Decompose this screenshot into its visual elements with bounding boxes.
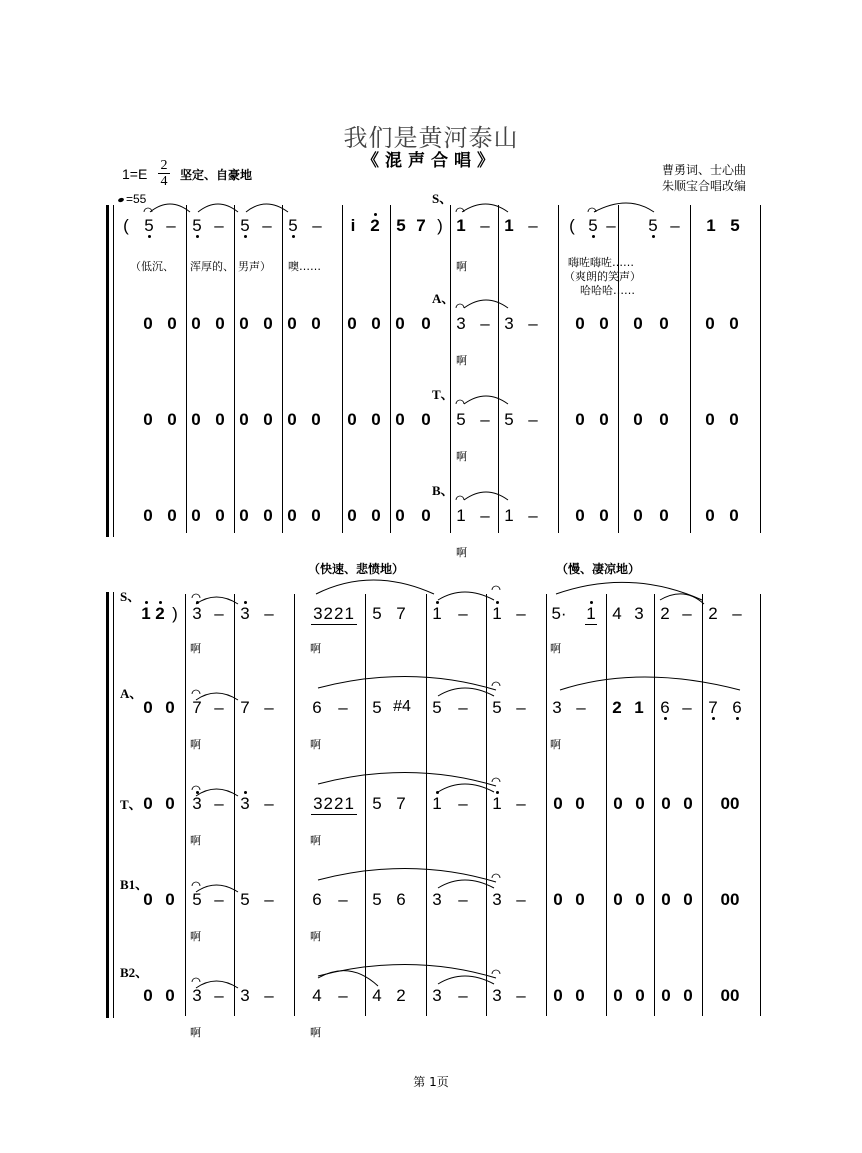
note: 4 bbox=[312, 986, 322, 1005]
note: 1 bbox=[456, 506, 466, 525]
dash: – bbox=[264, 890, 274, 909]
rest: 0 bbox=[191, 506, 201, 525]
rest: 0 bbox=[659, 410, 669, 429]
note: 5 bbox=[240, 890, 250, 909]
note: 7 bbox=[396, 604, 406, 623]
rest: 0 bbox=[239, 410, 249, 429]
note: 5 bbox=[372, 698, 382, 717]
rest: 0 bbox=[633, 314, 643, 333]
note: 2 bbox=[708, 604, 718, 623]
rest: 0 bbox=[659, 314, 669, 333]
rest: 0 bbox=[311, 410, 321, 429]
dash: – bbox=[264, 698, 274, 717]
note: 1 bbox=[430, 794, 444, 814]
dash: – bbox=[528, 410, 538, 429]
rest: 0 bbox=[263, 314, 273, 333]
rest: 0 bbox=[143, 890, 153, 909]
dash: – bbox=[312, 216, 322, 235]
note: 5 bbox=[190, 216, 204, 236]
note: 7 bbox=[396, 794, 406, 813]
rest: 0 bbox=[575, 890, 585, 909]
dash: – bbox=[528, 506, 538, 525]
dash: – bbox=[682, 604, 692, 623]
dash: – bbox=[214, 986, 224, 1005]
note: 5 bbox=[492, 698, 502, 717]
rest: 0 bbox=[371, 314, 381, 333]
page-number: 第 1页 bbox=[413, 1075, 449, 1089]
note: 7 bbox=[192, 698, 202, 717]
rest: 0 bbox=[167, 314, 177, 333]
note: 5 bbox=[372, 604, 382, 623]
rest: 0 bbox=[661, 890, 671, 909]
rest: 0 bbox=[599, 506, 609, 525]
rest: 0 bbox=[239, 506, 249, 525]
lyric: 啊 bbox=[190, 1026, 201, 1039]
dash: – bbox=[682, 698, 692, 717]
rest: 0 bbox=[263, 506, 273, 525]
rest: 0 bbox=[705, 314, 715, 333]
note: 7 bbox=[706, 698, 720, 718]
expression-mark: （慢、凄凉地） bbox=[556, 562, 641, 576]
rest: 0 bbox=[553, 890, 563, 909]
song-title: 我们是黄河泰山 bbox=[343, 124, 519, 152]
dash: – bbox=[214, 794, 224, 813]
rest: 0 bbox=[371, 506, 381, 525]
rest: 0 bbox=[287, 506, 297, 525]
lyric: 啊 bbox=[310, 930, 321, 943]
note: 5 bbox=[372, 794, 382, 813]
expression-mark: 坚定、自豪地 bbox=[180, 168, 253, 182]
rest: 0 bbox=[705, 410, 715, 429]
note: 2 bbox=[368, 216, 382, 236]
rest: 0 bbox=[613, 890, 623, 909]
rest: 0 bbox=[635, 986, 645, 1005]
lyric: 啊 bbox=[190, 930, 201, 943]
lyric: 男声） bbox=[238, 260, 271, 273]
rest: 0 bbox=[287, 410, 297, 429]
credit-arranger: 朱顺宝合唱改编 bbox=[662, 179, 747, 193]
dash: – bbox=[480, 410, 490, 429]
note: 1 bbox=[490, 794, 504, 814]
rest: 0 bbox=[553, 986, 563, 1005]
lyric: 啊 bbox=[190, 834, 201, 847]
dash: – bbox=[528, 314, 538, 333]
rest: 0 bbox=[165, 698, 175, 717]
close-paren: ) bbox=[172, 604, 178, 623]
rest: 0 bbox=[191, 410, 201, 429]
dash: – bbox=[480, 506, 490, 525]
note: 6 bbox=[658, 698, 672, 718]
lyric: 啊 bbox=[456, 546, 467, 559]
lyric: 啊 bbox=[190, 642, 201, 655]
rest: 00 bbox=[720, 986, 740, 1005]
dash: – bbox=[516, 986, 526, 1005]
rest: 0 bbox=[215, 506, 225, 525]
note: 7 bbox=[240, 698, 250, 717]
rest: 0 bbox=[311, 314, 321, 333]
rest: 0 bbox=[599, 314, 609, 333]
lyric: （爽朗的笑声） bbox=[564, 270, 641, 283]
voice-label-soprano: S、 bbox=[120, 589, 141, 604]
note: 5· bbox=[551, 604, 567, 623]
open-paren: ( bbox=[123, 216, 129, 235]
note: 6 bbox=[312, 890, 322, 909]
rest: 0 bbox=[287, 314, 297, 333]
note: 1 bbox=[584, 604, 598, 624]
dash: – bbox=[528, 216, 538, 235]
note-sharp: #4 bbox=[393, 698, 411, 715]
dash: – bbox=[732, 604, 742, 623]
note: 3 bbox=[238, 794, 252, 814]
rest: 0 bbox=[167, 506, 177, 525]
note: 5 bbox=[372, 890, 382, 909]
rest: 0 bbox=[575, 410, 585, 429]
rest: 0 bbox=[395, 314, 405, 333]
note: 3 bbox=[432, 890, 442, 909]
rest: 0 bbox=[143, 410, 153, 429]
rest: 0 bbox=[143, 986, 153, 1005]
voice-label-bass2: B2、 bbox=[120, 965, 149, 980]
lyric: 啊 bbox=[456, 260, 467, 273]
note: 7 bbox=[416, 216, 426, 235]
note: 3 bbox=[238, 604, 252, 624]
note: 5 bbox=[238, 216, 252, 236]
lyric: 啊 bbox=[190, 738, 201, 751]
rest: 0 bbox=[239, 314, 249, 333]
rest: 0 bbox=[395, 410, 405, 429]
note: 5 bbox=[286, 216, 300, 236]
rest: 0 bbox=[575, 506, 585, 525]
lyric: 啊 bbox=[456, 450, 467, 463]
dash: – bbox=[458, 986, 468, 1005]
rest: 0 bbox=[421, 410, 431, 429]
dash: – bbox=[214, 890, 224, 909]
rest: 0 bbox=[633, 506, 643, 525]
rest: 0 bbox=[729, 506, 739, 525]
lyric: 啊 bbox=[550, 642, 561, 655]
dash: – bbox=[264, 794, 274, 813]
close-paren: ) bbox=[437, 216, 443, 235]
rest: 0 bbox=[705, 506, 715, 525]
rest: 0 bbox=[143, 506, 153, 525]
dash: – bbox=[458, 794, 468, 813]
dash: – bbox=[458, 698, 468, 717]
note: 1 bbox=[504, 216, 514, 235]
rest: 0 bbox=[661, 794, 671, 813]
note: 5 bbox=[432, 698, 442, 717]
dash: – bbox=[458, 890, 468, 909]
rest: 0 bbox=[311, 506, 321, 525]
note: 1 bbox=[504, 506, 514, 525]
note-group: 3221 bbox=[313, 794, 355, 813]
rest: 0 bbox=[395, 506, 405, 525]
lyric: 浑厚的、 bbox=[190, 260, 234, 273]
dash: – bbox=[670, 216, 680, 235]
rest: 0 bbox=[599, 410, 609, 429]
expression-mark: （快速、悲愤地） bbox=[308, 562, 405, 576]
rest: 0 bbox=[421, 506, 431, 525]
dash: – bbox=[516, 604, 526, 623]
rest: 0 bbox=[613, 794, 623, 813]
note: 3 bbox=[552, 698, 562, 717]
note: 5 bbox=[142, 216, 156, 236]
tempo-value: =55 bbox=[126, 192, 147, 206]
rest: 0 bbox=[143, 794, 153, 813]
note: 6 bbox=[730, 698, 744, 718]
dash: – bbox=[214, 698, 224, 717]
note: 3 bbox=[504, 314, 514, 333]
dash: – bbox=[576, 698, 586, 717]
dash: – bbox=[516, 698, 526, 717]
rest: 0 bbox=[215, 314, 225, 333]
note: 5 bbox=[192, 890, 202, 909]
dash: – bbox=[166, 216, 176, 235]
dash: – bbox=[606, 216, 616, 235]
lyric: 噢…… bbox=[288, 260, 321, 273]
note: 3 bbox=[634, 604, 644, 623]
voice-label-bass1: B1、 bbox=[120, 877, 149, 892]
rest: 0 bbox=[729, 314, 739, 333]
voice-label-alto: A、 bbox=[120, 686, 143, 701]
note: 2 bbox=[396, 986, 406, 1005]
rest: 0 bbox=[575, 986, 585, 1005]
song-subtitle: 《混声合唱》 bbox=[362, 151, 500, 171]
note: 2 bbox=[154, 604, 166, 624]
rest: 0 bbox=[683, 890, 693, 909]
rest: 0 bbox=[215, 410, 225, 429]
lyric: 哈哈哈…… bbox=[580, 284, 635, 297]
lyric: 啊 bbox=[310, 834, 321, 847]
rest: 0 bbox=[635, 794, 645, 813]
note: 6 bbox=[312, 698, 322, 717]
note: 6 bbox=[396, 890, 406, 909]
note: 3 bbox=[190, 604, 204, 624]
dash: – bbox=[480, 314, 490, 333]
rest: 0 bbox=[575, 794, 585, 813]
voice-label-tenor: T、 bbox=[432, 387, 454, 402]
rest: 0 bbox=[347, 314, 357, 333]
voice-label-bass: B、 bbox=[432, 483, 454, 498]
note: 3 bbox=[432, 986, 442, 1005]
rest: 0 bbox=[683, 794, 693, 813]
rest: 0 bbox=[371, 410, 381, 429]
dash: – bbox=[264, 986, 274, 1005]
dash: – bbox=[264, 604, 274, 623]
note: 1 bbox=[430, 604, 444, 624]
note: 3 bbox=[456, 314, 466, 333]
dash: – bbox=[458, 604, 468, 623]
rest: 0 bbox=[167, 410, 177, 429]
lyric: 啊 bbox=[550, 738, 561, 751]
rest: 0 bbox=[165, 986, 175, 1005]
dash: – bbox=[480, 216, 490, 235]
time-denominator: 4 bbox=[158, 173, 170, 189]
time-numerator: 2 bbox=[160, 158, 168, 173]
lyric: 啊 bbox=[310, 1026, 321, 1039]
dash: – bbox=[338, 986, 348, 1005]
rest: 0 bbox=[347, 506, 357, 525]
note: 5 bbox=[646, 216, 660, 236]
note: 3 bbox=[492, 890, 502, 909]
lyric: 啊 bbox=[310, 738, 321, 751]
rest: 0 bbox=[553, 794, 563, 813]
note: 3 bbox=[192, 986, 202, 1005]
rest: 0 bbox=[347, 410, 357, 429]
dash: – bbox=[262, 216, 272, 235]
note: 5 bbox=[456, 410, 466, 429]
note: 3 bbox=[492, 986, 502, 1005]
note: i bbox=[350, 216, 356, 235]
note: 1 bbox=[140, 604, 152, 624]
dash: – bbox=[214, 216, 224, 235]
note: 5 bbox=[586, 216, 600, 236]
note: 2 bbox=[612, 698, 622, 717]
voice-label-alto: A、 bbox=[432, 291, 455, 306]
dash: – bbox=[214, 604, 224, 623]
rest: 0 bbox=[635, 890, 645, 909]
key-signature: 1=E bbox=[122, 166, 148, 182]
credit-composer: 曹勇词、士心曲 bbox=[662, 163, 747, 177]
note: 5 bbox=[396, 216, 406, 235]
rest: 0 bbox=[143, 698, 153, 717]
rest: 0 bbox=[683, 986, 693, 1005]
note-group: 3221 bbox=[313, 604, 355, 623]
dash: – bbox=[338, 890, 348, 909]
rest: 0 bbox=[729, 410, 739, 429]
dash: – bbox=[516, 890, 526, 909]
rest: 0 bbox=[659, 506, 669, 525]
voice-label-tenor: T、 bbox=[120, 797, 142, 812]
note: 5 bbox=[504, 410, 514, 429]
note: 5 bbox=[730, 216, 740, 235]
lyric: 嗨咗嗨咗…… bbox=[568, 256, 634, 269]
rest: 0 bbox=[613, 986, 623, 1005]
note: 4 bbox=[612, 604, 622, 623]
open-paren: ( bbox=[569, 216, 575, 235]
rest: 0 bbox=[421, 314, 431, 333]
note: 3 bbox=[240, 986, 250, 1005]
dash: – bbox=[338, 698, 348, 717]
rest: 0 bbox=[575, 314, 585, 333]
rest: 0 bbox=[661, 986, 671, 1005]
lyric: （低沉、 bbox=[130, 260, 174, 273]
rest: 0 bbox=[191, 314, 201, 333]
dash: – bbox=[516, 794, 526, 813]
note: 1 bbox=[706, 216, 716, 235]
lyric: 啊 bbox=[310, 642, 321, 655]
rest: 00 bbox=[720, 890, 740, 909]
rest: 0 bbox=[165, 890, 175, 909]
note: 1 bbox=[634, 698, 644, 717]
voice-label-soprano: S、 bbox=[432, 191, 453, 206]
lyric: 啊 bbox=[456, 354, 467, 367]
note: 1 bbox=[456, 216, 466, 235]
rest: 0 bbox=[633, 410, 643, 429]
rest: 00 bbox=[720, 794, 740, 813]
rest: 0 bbox=[143, 314, 153, 333]
rest: 0 bbox=[263, 410, 273, 429]
note: 2 bbox=[660, 604, 670, 623]
note: 3 bbox=[190, 794, 204, 814]
rest: 0 bbox=[165, 794, 175, 813]
note: 1 bbox=[490, 604, 504, 624]
note: 4 bbox=[372, 986, 382, 1005]
